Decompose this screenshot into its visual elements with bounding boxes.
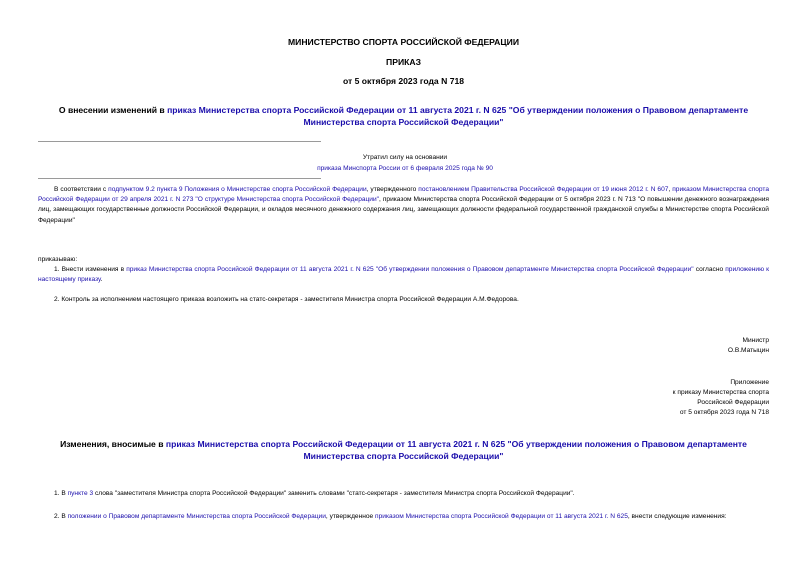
item-2: 2. Контроль за исполнением настоящего приказа возложить на статс-секретаря - заместителя Министра спорта Российской Федерации А.М.Федорова. [54,296,519,303]
changes-title-link-cont[interactable]: Министерства спорта Российской Федерации" [303,451,504,461]
doc-type-heading: ПРИКАЗ [386,57,421,67]
document-title: О внесении изменений в приказ Министерства спорта Российской Федерации от 11 августа 2021 г. N 625 "Об утверждении положения о Правовом департаменте Министерства спорта Российской Федерации" [58,105,749,127]
changes-title: Изменения, вносимые в приказ Министерства спорта Российской Федерации от 11 августа 2021 г. N 625 "Об утверждении положения о Правовом департаменте Министерства спорта Российской Федерации" [60,439,747,461]
change-1-link[interactable]: пункте 3 [67,490,94,497]
appendix-line-1: Приложение [730,379,769,386]
signature-position: Министр [742,337,769,344]
signature-name: О.В.Матыцин [727,347,769,354]
divider-top [38,141,321,142]
title-link[interactable]: приказ Министерства спорта Российской Федерации от 11 августа 2021 г. N 625 "Об утверждении положения о Правовом департаменте [167,105,749,115]
title-link-cont[interactable]: Министерства спорта Российской Федерации" [303,117,504,127]
order-word: приказываю: [38,256,78,263]
item-1-link-order[interactable]: приказ Министерства спорта Российской Федерации от 11 августа 2021 г. N 625 "Об утверждении положения о Правовом департаменте Министерства спорта Российской Федерации" [126,266,694,273]
ministry-heading: МИНИСТЕРСТВО СПОРТА РОССИЙСКОЙ ФЕДЕРАЦИИ [287,37,519,47]
appendix-line-4: от 5 октября 2023 года N 718 [679,409,769,416]
appendix-line-3: Российской Федерации [697,399,769,406]
date-number: от 5 октября 2023 года N 718 [342,76,465,86]
change-2: 2. В положении о Правовом департаменте Министерства спорта Российской Федерации, утвержденное приказом Министерства спорта Российской Федерации от 11 августа 2021 г. N 625, внести следующие изменения: [54,513,727,520]
preamble-link-3[interactable]: приказом Министерства спорта Российской Федерации от 29 апреля 2021 г. N 273 "О структуре Министерства спорта Российской Федерации" [38,186,769,204]
preamble-link-1[interactable]: подпунктом 9.2 пункта 9 Положения о Министерстве спорта Российской Федерации [108,186,367,193]
change-2-link-order[interactable]: приказом Министерства спорта Российской Федерации от 11 августа 2021 г. N 625 [375,513,628,520]
change-2-link-regulation[interactable]: положении о Правовом департаменте Министерства спорта Российской Федерации [67,513,326,520]
preamble-paragraph: В соответствии с подпунктом 9.2 пункта 9 Положения о Министерстве спорта Российской Федерации, утвержденного постановлением Правительства Российской Федерации от 19 июня 2012 г. N 607, приказом Министерства спорта Российской Федерации от 29 апреля 2021 г. N 273 "О структуре Министерства спорта Российской Федерации", приказом Министерства спорта Российской Федерации от 5 октября 2023 г. N 713 "О повышении денежного вознаграждения лиц, замещающих государственные должности Российской Федерации, и окладов месячного денежного содержания лиц, замещающих должности федеральной государственной гражданской службы в Министерстве спорта Российской Федерации" [38,186,769,224]
preamble-link-2[interactable]: постановлением Правительства Российской Федерации от 19 июня 2012 г. N 607 [418,186,669,193]
repeal-note: Утратил силу на основании [362,154,448,161]
changes-title-link[interactable]: приказ Министерства спорта Российской Федерации от 11 августа 2021 г. N 625 "Об утверждении положения о Правовом департаменте [165,439,747,449]
repeal-link[interactable]: приказа Минспорта России от 6 февраля 2025 года № 90 [317,165,493,172]
item-1-link-appendix[interactable]: приложению к настоящему приказу [38,266,769,284]
change-1: 1. В пункте 3 слова "заместителя Министра спорта Российской Федерации" заменить словами "статс-секретаря - заместителя Министра спорта Российской Федерации". [54,490,575,497]
item-1: 1. Внести изменения в приказ Министерства спорта Российской Федерации от 11 августа 2021 г. N 625 "Об утверждении положения о Правовом департаменте Министерства спорта Российской Федерации" согласно приложению к настоящему приказу. [38,266,769,284]
divider-bottom [38,178,321,179]
appendix-line-2: к приказу Министерства спорта [672,389,769,396]
